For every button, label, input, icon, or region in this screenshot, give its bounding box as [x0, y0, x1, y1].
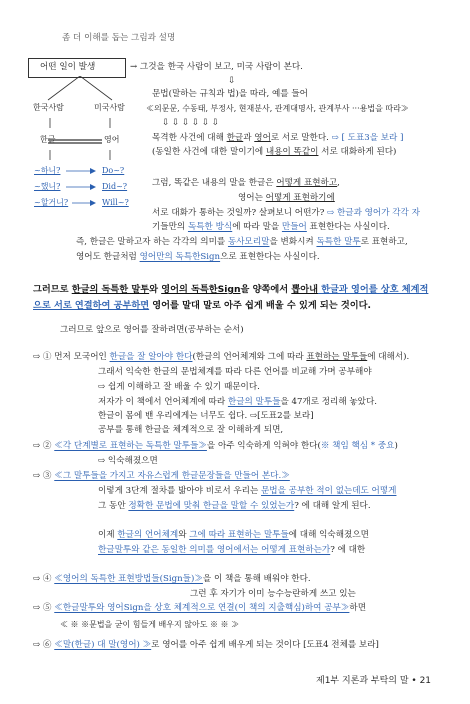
arrow-note: → 그것을 한국 사람이 보고, 미국 사람이 본다.	[130, 62, 303, 72]
step3-line-4: 이제 한글의 언어체계와 그에 따라 표현하는 말투들에 대해 익숙해졌으면	[98, 530, 369, 540]
steps-intro: 그러므로 앞으로 영어를 잘하려면(공부하는 순서)	[60, 325, 244, 335]
event-box-label: 어떤 일이 발생	[40, 62, 96, 72]
step1-line-4: 저자가 이 책에서 언어체계에 따라 한글의 말투들을 47개로 정리해 놓았다.	[98, 397, 378, 407]
row2-right: Did~?	[102, 182, 128, 191]
row3-right: Will~?	[102, 198, 129, 207]
english-lang-label: 영어	[104, 135, 120, 144]
diagram-connectors	[20, 76, 140, 216]
step4-line: ⇨ ④ ≪영어의 독특한 표현방법들(Sign들)≫을 이 책을 통해 배워야 한다.	[33, 574, 311, 584]
row3-left: ~할거니?	[34, 198, 69, 207]
korean-lang-label: 한글	[40, 135, 56, 144]
english-line: 영어도 한글처럼 영어만의 독특한Sign으로 표현한다는 사실이다.	[76, 252, 320, 262]
korean-person-label: 한국사람	[33, 103, 64, 112]
page-footer: 제1부 지론과 부탁의 말 • 21	[316, 676, 432, 686]
step1-line-5: 한글이 몸에 밴 우리에게는 너무도 쉽다. ⇨[도표2를 보라]	[98, 411, 314, 421]
step3-line: ⇨ ③ ≪그 말투들을 가지고 자유스럽게 한글문장들을 만들어 본다.≫	[33, 471, 290, 481]
grammar-items: ≪의문문, 수동태, 부정사, 현재분사, 관계대명사, 관계부사 ···용법을 따라≫	[146, 104, 409, 113]
then-line-2: 영어는 어떻게 표현하기에	[238, 193, 335, 203]
american-person-label: 미국사람	[94, 103, 125, 112]
step3-line-2: 이렇게 3단계 절차를 밟아야 비로서 우리는 문법을 공부한 적이 없는데도 어떻게	[98, 486, 397, 496]
step2-line: ⇨ ② ≪각 단계별로 표현하는 독특한 말투들≫을 아주 익숙하게 익혀야 한다(※ 책임 핵심 * 중요)	[33, 441, 398, 451]
step5-line: ⇨ ⑤ ≪한글말투와 영어Sign을 상호 체계적으로 연결(이 책의 지출핵심)하여 공부≫하면	[33, 603, 367, 613]
step4-line-2: 그런 후 자기가 이미 능수능란하게 쓰고 있는	[190, 589, 356, 599]
step1-line-3: ⇨ 쉽게 이해하고 잘 배울 수 있기 때문이다.	[98, 382, 260, 392]
summary-line-2: 으로 서로 연결하여 공부하면 영어를 말대 말로 아주 쉽게 배울 수 있게 되는 것이다.	[33, 300, 371, 311]
row2-left: ~했니?	[34, 182, 61, 191]
section-title: 좀 더 이해를 돕는 그림과 설명	[62, 33, 176, 43]
step1-line-6: 공부를 통해 한글을 체계적으로 잘 이해하게 되면,	[98, 425, 284, 435]
step1-line: ⇨ ① 먼저 모국어인 한글을 잘 알아야 한다(한글의 언어체계와 그에 따라 표현하는 말투들에 대해서).	[33, 352, 410, 362]
step1-line-2: 그래서 익숙한 한글의 문법체계를 따라 다른 언어를 비교해 가며 공부해야	[98, 367, 372, 377]
same-event-line-2: (동일한 사건에 대한 말이기에 내용이 똑같이 서로 대화하게 된다)	[152, 147, 397, 157]
same-event-line: 목격한 사건에 대해 한글과 영어로 서로 말한다. ⇨ [ 도표3을 보라 ]	[152, 133, 404, 143]
step3-line-3: 그 동안 정확한 문법에 맞춰 한글을 말할 수 있었는가? 에 대해 알게 된다.	[98, 501, 371, 511]
step6-line: ⇨ ⑥ ≪말(한글) 대 말(영어) ≫로 영어를 아주 쉽게 배우게 되는 것이다 [도표4 전체를 보라]	[33, 640, 379, 650]
dialog-line: 서로 대화가 통하는 것일까? 살펴보니 어떤가? ⇨ 한글과 영어가 각각 자	[152, 208, 420, 218]
down-arrow-1: ⇩	[228, 76, 236, 86]
step2-line-2: ⇨ 익숙해졌으면	[98, 456, 158, 466]
own-way-line: 기들만의 독특한 방식에 따라 말을 만들어 표현한다는 사실이다.	[152, 222, 390, 232]
summary-line-1: 그러므로 한글의 독특한 말투와 영어의 독특한Sign을 양쪽에서 뽑아내 한글과 영어를 상호 체계적	[33, 284, 429, 295]
grammar-line: 문법(말하는 규칙과 법)을 따라, 예를 들어	[152, 89, 308, 99]
down-arrow-row: ⇩ ⇩ ⇩ ⇩ ⇩ ⇩	[162, 118, 219, 128]
row1-left: ~하니?	[34, 166, 61, 175]
then-line: 그럼, 똑같은 내용의 말을 한글은 어떻게 표현하고,	[152, 178, 340, 188]
step5-line-2: ≪ ※ ※문법을 굳이 힘들게 배우지 않아도 ※ ※ ≫	[60, 620, 240, 629]
row1-right: Do~?	[102, 166, 125, 175]
namely-line: 즉, 한글은 말하고자 하는 각각의 의미를 동사모리말을 변화시켜 독특한 말투로 표현하고,	[76, 237, 408, 247]
step3-line-5: 한글말투와 같은 동일한 의미를 영어에서는 어떻게 표현하는가? 에 대한	[98, 545, 366, 555]
